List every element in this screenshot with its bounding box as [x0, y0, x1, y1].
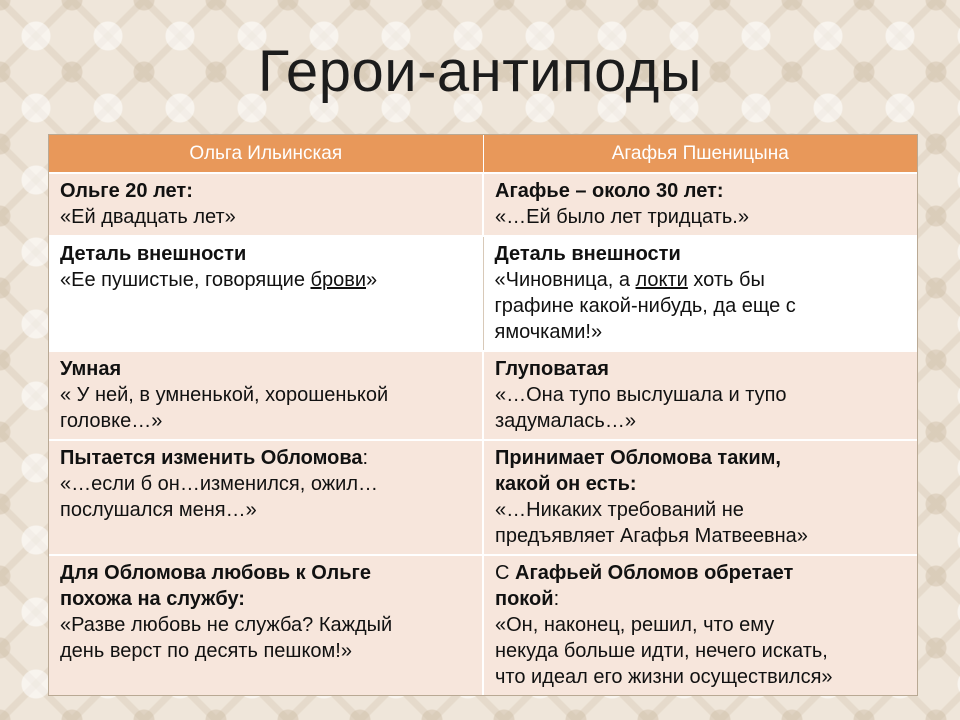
cell-quote	[495, 267, 908, 293]
slide-title: Герои-антиподы	[257, 39, 703, 104]
cell-heading: Агафье – около 30 лет:	[495, 180, 724, 202]
cell-quote: « У ней, в умненькой, хорошенькой	[60, 384, 389, 406]
cell-agafya-attitude	[482, 441, 917, 554]
table-row-intellect	[49, 350, 917, 439]
table-row-appearance	[49, 235, 917, 350]
cell-heading: Умная	[60, 358, 122, 380]
cell-heading	[60, 445, 472, 471]
cell-heading: Деталь внешности	[494, 243, 681, 265]
cell-olga-appearance	[49, 237, 483, 350]
cell-heading: похожа на службу:	[60, 588, 245, 610]
header-agafya: Агафья Пшеницына	[483, 135, 918, 172]
cell-heading	[495, 586, 907, 612]
cell-agafya-intellect	[482, 352, 917, 439]
table-row-love	[49, 554, 917, 695]
cell-quote: день верст по десять пешком!»	[60, 640, 352, 662]
cell-agafya-age	[482, 174, 917, 235]
cell-heading: какой он есть:	[495, 473, 637, 495]
cell-quote: что идеал его жизни осуществился»	[495, 666, 833, 688]
cell-quote: ямочками!»	[494, 321, 603, 343]
cell-quote: «Разве любовь не служба? Каждый	[60, 614, 393, 636]
quote-text: »	[366, 269, 378, 291]
heading-colon: :	[362, 447, 369, 469]
heading-text: покой	[495, 588, 554, 610]
cell-heading	[495, 560, 907, 586]
header-olga: Ольга Ильинская	[189, 142, 343, 164]
cell-olga-age	[49, 174, 482, 235]
cell-quote: «Он, наконец, решил, что ему	[495, 614, 775, 636]
cell-quote: головке…»	[60, 410, 163, 432]
heading-colon: :	[553, 588, 560, 610]
cell-heading: Принимает Обломова таким,	[495, 447, 781, 469]
cell-heading: Деталь внешности	[60, 243, 247, 265]
cell-quote: «…если б он…изменился, ожил…	[60, 473, 378, 495]
cell-olga-intellect	[49, 352, 482, 439]
cell-olga-love	[49, 556, 482, 695]
cell-quote: «Ей двадцать лет»	[60, 206, 236, 228]
cell-quote: «…Она тупо выслушала и тупо	[495, 384, 787, 406]
cell-agafya-appearance	[483, 237, 918, 350]
cell-quote	[60, 267, 473, 293]
table-header-row	[49, 135, 917, 172]
table-row-age	[49, 172, 917, 235]
heading-text: Агафьей Обломов обретает	[515, 562, 794, 584]
underlined-word: локти	[635, 269, 688, 291]
cell-olga-attitude	[49, 441, 482, 554]
cell-quote: задумалась…»	[495, 410, 636, 432]
cell-quote: «…Никаких требований не	[495, 499, 744, 521]
cell-agafya-love	[482, 556, 917, 695]
quote-text: хоть бы	[687, 269, 765, 291]
cell-quote: «…Ей было лет тридцать.»	[495, 206, 749, 228]
cell-quote: предъявляет Агафья Матвеевна»	[495, 525, 808, 547]
cell-quote: послушался меня…»	[60, 499, 257, 521]
heading-text: Пытается изменить Обломова	[60, 447, 363, 469]
cell-heading: Ольге 20 лет:	[60, 180, 193, 202]
quote-text: «Чиновница, а	[494, 269, 636, 291]
cell-heading: Для Обломова любовь к Ольге	[60, 562, 371, 584]
cell-quote: графине какой-нибудь, да еще с	[494, 295, 796, 317]
cell-quote: некуда больше идти, нечего искать,	[495, 640, 828, 662]
underlined-word: брови	[310, 269, 366, 291]
heading-lead: С	[495, 562, 515, 584]
cell-heading: Глуповатая	[495, 358, 609, 380]
quote-text: «Ее пушистые, говорящие	[60, 269, 311, 291]
comparison-table	[48, 134, 918, 696]
table-row-attitude	[49, 439, 917, 554]
